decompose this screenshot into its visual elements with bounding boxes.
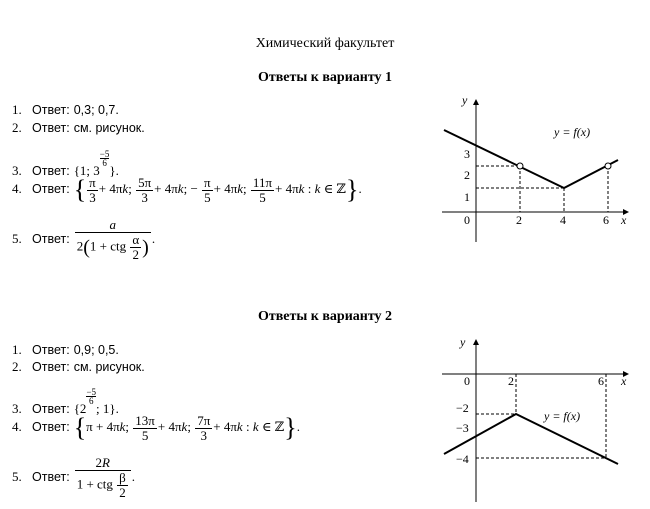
y-tick-minus-3: −3 xyxy=(456,421,469,435)
y-axis-label: y xyxy=(460,335,466,349)
y-axis-label: y xyxy=(462,93,468,107)
v1-answer-1: 1. Ответ: 0,3; 0,7. xyxy=(12,102,119,117)
v2-answer-2: 2. Ответ: см. рисунок. xyxy=(12,359,145,374)
x-tick-2: 2 xyxy=(516,213,522,227)
variant1-heading: Ответы к варианту 1 xyxy=(257,70,393,85)
function-line xyxy=(444,414,618,464)
v2-answer-1: 1. Ответ: 0,9; 0,5. xyxy=(12,342,119,357)
x-tick-2: 2 xyxy=(508,374,514,388)
y-tick-minus-4: −4 xyxy=(456,452,469,466)
y-tick-minus-2: −2 xyxy=(456,401,469,415)
x-tick-6: 6 xyxy=(598,374,604,388)
v1-answer-3: 3. Ответ: {1; 3−5 6 }. xyxy=(12,149,119,178)
function-label: y = f(x) xyxy=(554,125,591,139)
origin-label: 0 xyxy=(464,213,470,227)
x-tick-4: 4 xyxy=(560,213,566,227)
function-line xyxy=(444,130,618,188)
open-point xyxy=(517,163,523,169)
x-axis-label: x xyxy=(621,374,627,388)
v2-answer-3: 3. Ответ: {2−5 6 ; 1}. xyxy=(12,387,119,416)
v2-answer-5: 5. Ответ: 2R 1 + ctg $\frac{\beta}{2}$ . xyxy=(12,455,136,500)
v2-answer-4: 4. Ответ: {π + 4πk; $\frac{13\pi}{5}$ + 4πk; $\frac{7\pi}{3}$ + 4πk : k ∈ ℤ}. xyxy=(12,413,300,443)
function-label: y = f(x) xyxy=(544,409,581,423)
faculty-title: Химический факультет xyxy=(255,36,395,51)
v1-graph xyxy=(436,92,636,252)
v1-answer-4: 4. Ответ: { $\frac{\pi}{3}$ + 4πk; $\frac{5\pi}{3}$ + 4πk; − $\frac{\pi}{5}$ + 4πk; $\frac{11\pi}{5}$ + 4πk : k ∈ ℤ}. xyxy=(12,175,362,205)
v1-answer-5: 5. Ответ: a 2(1 + ctg $\frac{\alpha}{2}$ ) . xyxy=(12,217,156,262)
x-tick-6: 6 xyxy=(603,213,609,227)
v2-graph xyxy=(436,334,636,504)
origin-label: 0 xyxy=(464,374,470,388)
variant2-heading: Ответы к варианту 2 xyxy=(257,309,393,324)
v1-answer-2: 2. Ответ: см. рисунок. xyxy=(12,120,145,135)
y-tick-2: 2 xyxy=(464,168,470,182)
y-tick-1: 1 xyxy=(464,190,470,204)
open-point xyxy=(605,163,611,169)
y-tick-3: 3 xyxy=(464,147,470,161)
x-axis-label: x xyxy=(621,213,627,227)
